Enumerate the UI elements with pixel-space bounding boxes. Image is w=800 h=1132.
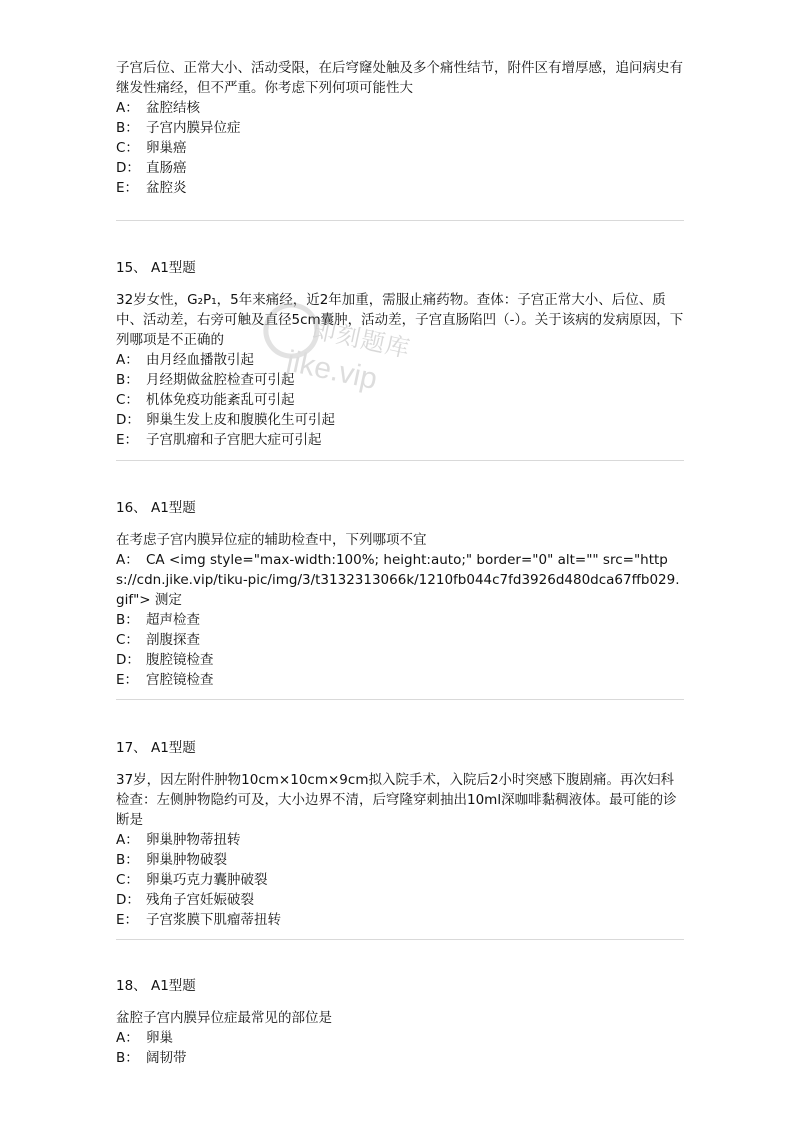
option-text: 卵巢癌	[146, 140, 187, 156]
option-text: 阔韧带	[146, 1050, 187, 1066]
question-number: 17、	[116, 740, 147, 756]
watermark-text: 即刻题库	[309, 315, 413, 364]
option-a[interactable]	[116, 98, 686, 118]
option-label: E：	[116, 180, 139, 196]
question-stem: 32岁女性，G₂P₁，5年来痛经，近2年加重，需服止痛药物。查体：子宫正常大小、后位、质中、活动差，右旁可触及直径5cm囊肿，活动差，子宫直肠陷凹（-）。关于该病的发病原因，下列哪项是不正确的	[116, 292, 684, 348]
option-label: B：	[116, 372, 139, 388]
option-label: B：	[116, 852, 139, 868]
option-text: 卵巢肿物蒂扭转	[146, 832, 241, 848]
question-14	[116, 58, 686, 198]
question-type: A1型题	[150, 740, 196, 756]
option-label: E：	[116, 912, 139, 928]
option-b[interactable]	[116, 850, 686, 870]
option-text: 盆腔结核	[146, 100, 200, 116]
option-text: 机体免疫功能紊乱可引起	[146, 392, 295, 408]
divider	[116, 220, 684, 221]
option-text: 宫腔镜检查	[146, 672, 214, 688]
option-label: A：	[116, 1030, 139, 1046]
option-text: 超声检查	[146, 612, 200, 628]
question-stem: 在考虑子宫内膜异位症的辅助检查中，下列哪项不宜	[116, 532, 427, 548]
option-d[interactable]	[116, 650, 686, 670]
option-label: D：	[116, 412, 140, 428]
question-number: 15、	[116, 260, 147, 276]
option-b[interactable]	[116, 1048, 686, 1068]
option-b[interactable]	[116, 610, 686, 630]
option-text: 盆腔炎	[146, 180, 187, 196]
divider	[116, 939, 684, 940]
option-label: E：	[116, 432, 139, 448]
question-type: A1型题	[150, 978, 196, 994]
question-stem: 37岁，因左附件肿物10cm×10cm×9cm拟入院手术，入院后2小时突感下腹剧痛。再次妇科检查：左侧肿物隐约可及，大小边界不清，后穹隆穿刺抽出10ml深咖啡黏稠液体。最可能的诊断是	[116, 772, 677, 828]
option-label: A：	[116, 832, 139, 848]
option-a[interactable]	[116, 1028, 686, 1048]
option-b[interactable]	[116, 118, 686, 138]
option-text: 由月经血播散引起	[146, 352, 254, 368]
option-c[interactable]	[116, 390, 686, 410]
option-label: D：	[116, 892, 140, 908]
option-text: CA <img style="max-width:100%; height:auto;" border="0" alt="" src="https://cdn.jike.vip/tiku-pic/img/3/t3132313066k/1210fb044c7fd3926d480dca67ffb029.gif"> 测定	[116, 552, 680, 608]
option-label: A：	[116, 552, 139, 568]
option-d[interactable]	[116, 410, 686, 430]
question-16	[116, 498, 686, 690]
option-c[interactable]	[116, 138, 686, 158]
question-stem: 盆腔子宫内膜异位症最常见的部位是	[116, 1010, 332, 1026]
option-text: 卵巢巧克力囊肿破裂	[146, 872, 268, 888]
question-17	[116, 738, 686, 930]
option-text: 残角子宫妊娠破裂	[146, 892, 254, 908]
divider	[116, 460, 684, 461]
option-a[interactable]	[116, 350, 686, 370]
option-label: C：	[116, 140, 139, 156]
option-d[interactable]	[116, 158, 686, 178]
option-e[interactable]	[116, 178, 686, 198]
option-c[interactable]	[116, 630, 686, 650]
option-label: D：	[116, 160, 140, 176]
divider	[116, 699, 684, 700]
option-label: D：	[116, 652, 140, 668]
question-header	[116, 976, 686, 996]
question-18	[116, 976, 686, 1068]
option-b[interactable]	[116, 370, 686, 390]
option-text: 月经期做盆腔检查可引起	[146, 372, 295, 388]
question-stem: 子宫后位、正常大小、活动受限，在后穹窿处触及多个痛性结节，附件区有增厚感，追问病史有继发性痛经，但不严重。你考虑下列何项可能性大	[116, 60, 683, 96]
option-text: 卵巢生发上皮和腹膜化生可引起	[146, 412, 335, 428]
option-label: C：	[116, 872, 139, 888]
option-e[interactable]	[116, 670, 686, 690]
option-label: A：	[116, 352, 139, 368]
option-text: 子宫肌瘤和子宫肥大症可引起	[146, 432, 322, 448]
option-text: 腹腔镜检查	[146, 652, 214, 668]
option-text: 剖腹探查	[146, 632, 200, 648]
option-a[interactable]	[116, 550, 686, 610]
option-text: 卵巢肿物破裂	[146, 852, 227, 868]
option-e[interactable]	[116, 910, 686, 930]
option-a[interactable]	[116, 830, 686, 850]
option-text: 子宫浆膜下肌瘤蒂扭转	[146, 912, 281, 928]
watermark-domain: jike.vip	[283, 344, 381, 397]
option-text: 卵巢	[146, 1030, 173, 1046]
option-label: B：	[116, 612, 139, 628]
option-d[interactable]	[116, 890, 686, 910]
question-header	[116, 738, 686, 758]
option-text: 直肠癌	[146, 160, 187, 176]
question-15	[116, 258, 686, 450]
question-number: 18、	[116, 978, 147, 994]
option-label: B：	[116, 1050, 139, 1066]
question-header	[116, 258, 686, 278]
option-label: B：	[116, 120, 139, 136]
option-text: 子宫内膜异位症	[146, 120, 241, 136]
option-e[interactable]	[116, 430, 686, 450]
question-type: A1型题	[150, 500, 196, 516]
option-label: E：	[116, 672, 139, 688]
question-type: A1型题	[150, 260, 196, 276]
question-number: 16、	[116, 500, 147, 516]
option-label: C：	[116, 632, 139, 648]
option-c[interactable]	[116, 870, 686, 890]
option-label: A：	[116, 100, 139, 116]
option-label: C：	[116, 392, 139, 408]
question-header	[116, 498, 686, 518]
